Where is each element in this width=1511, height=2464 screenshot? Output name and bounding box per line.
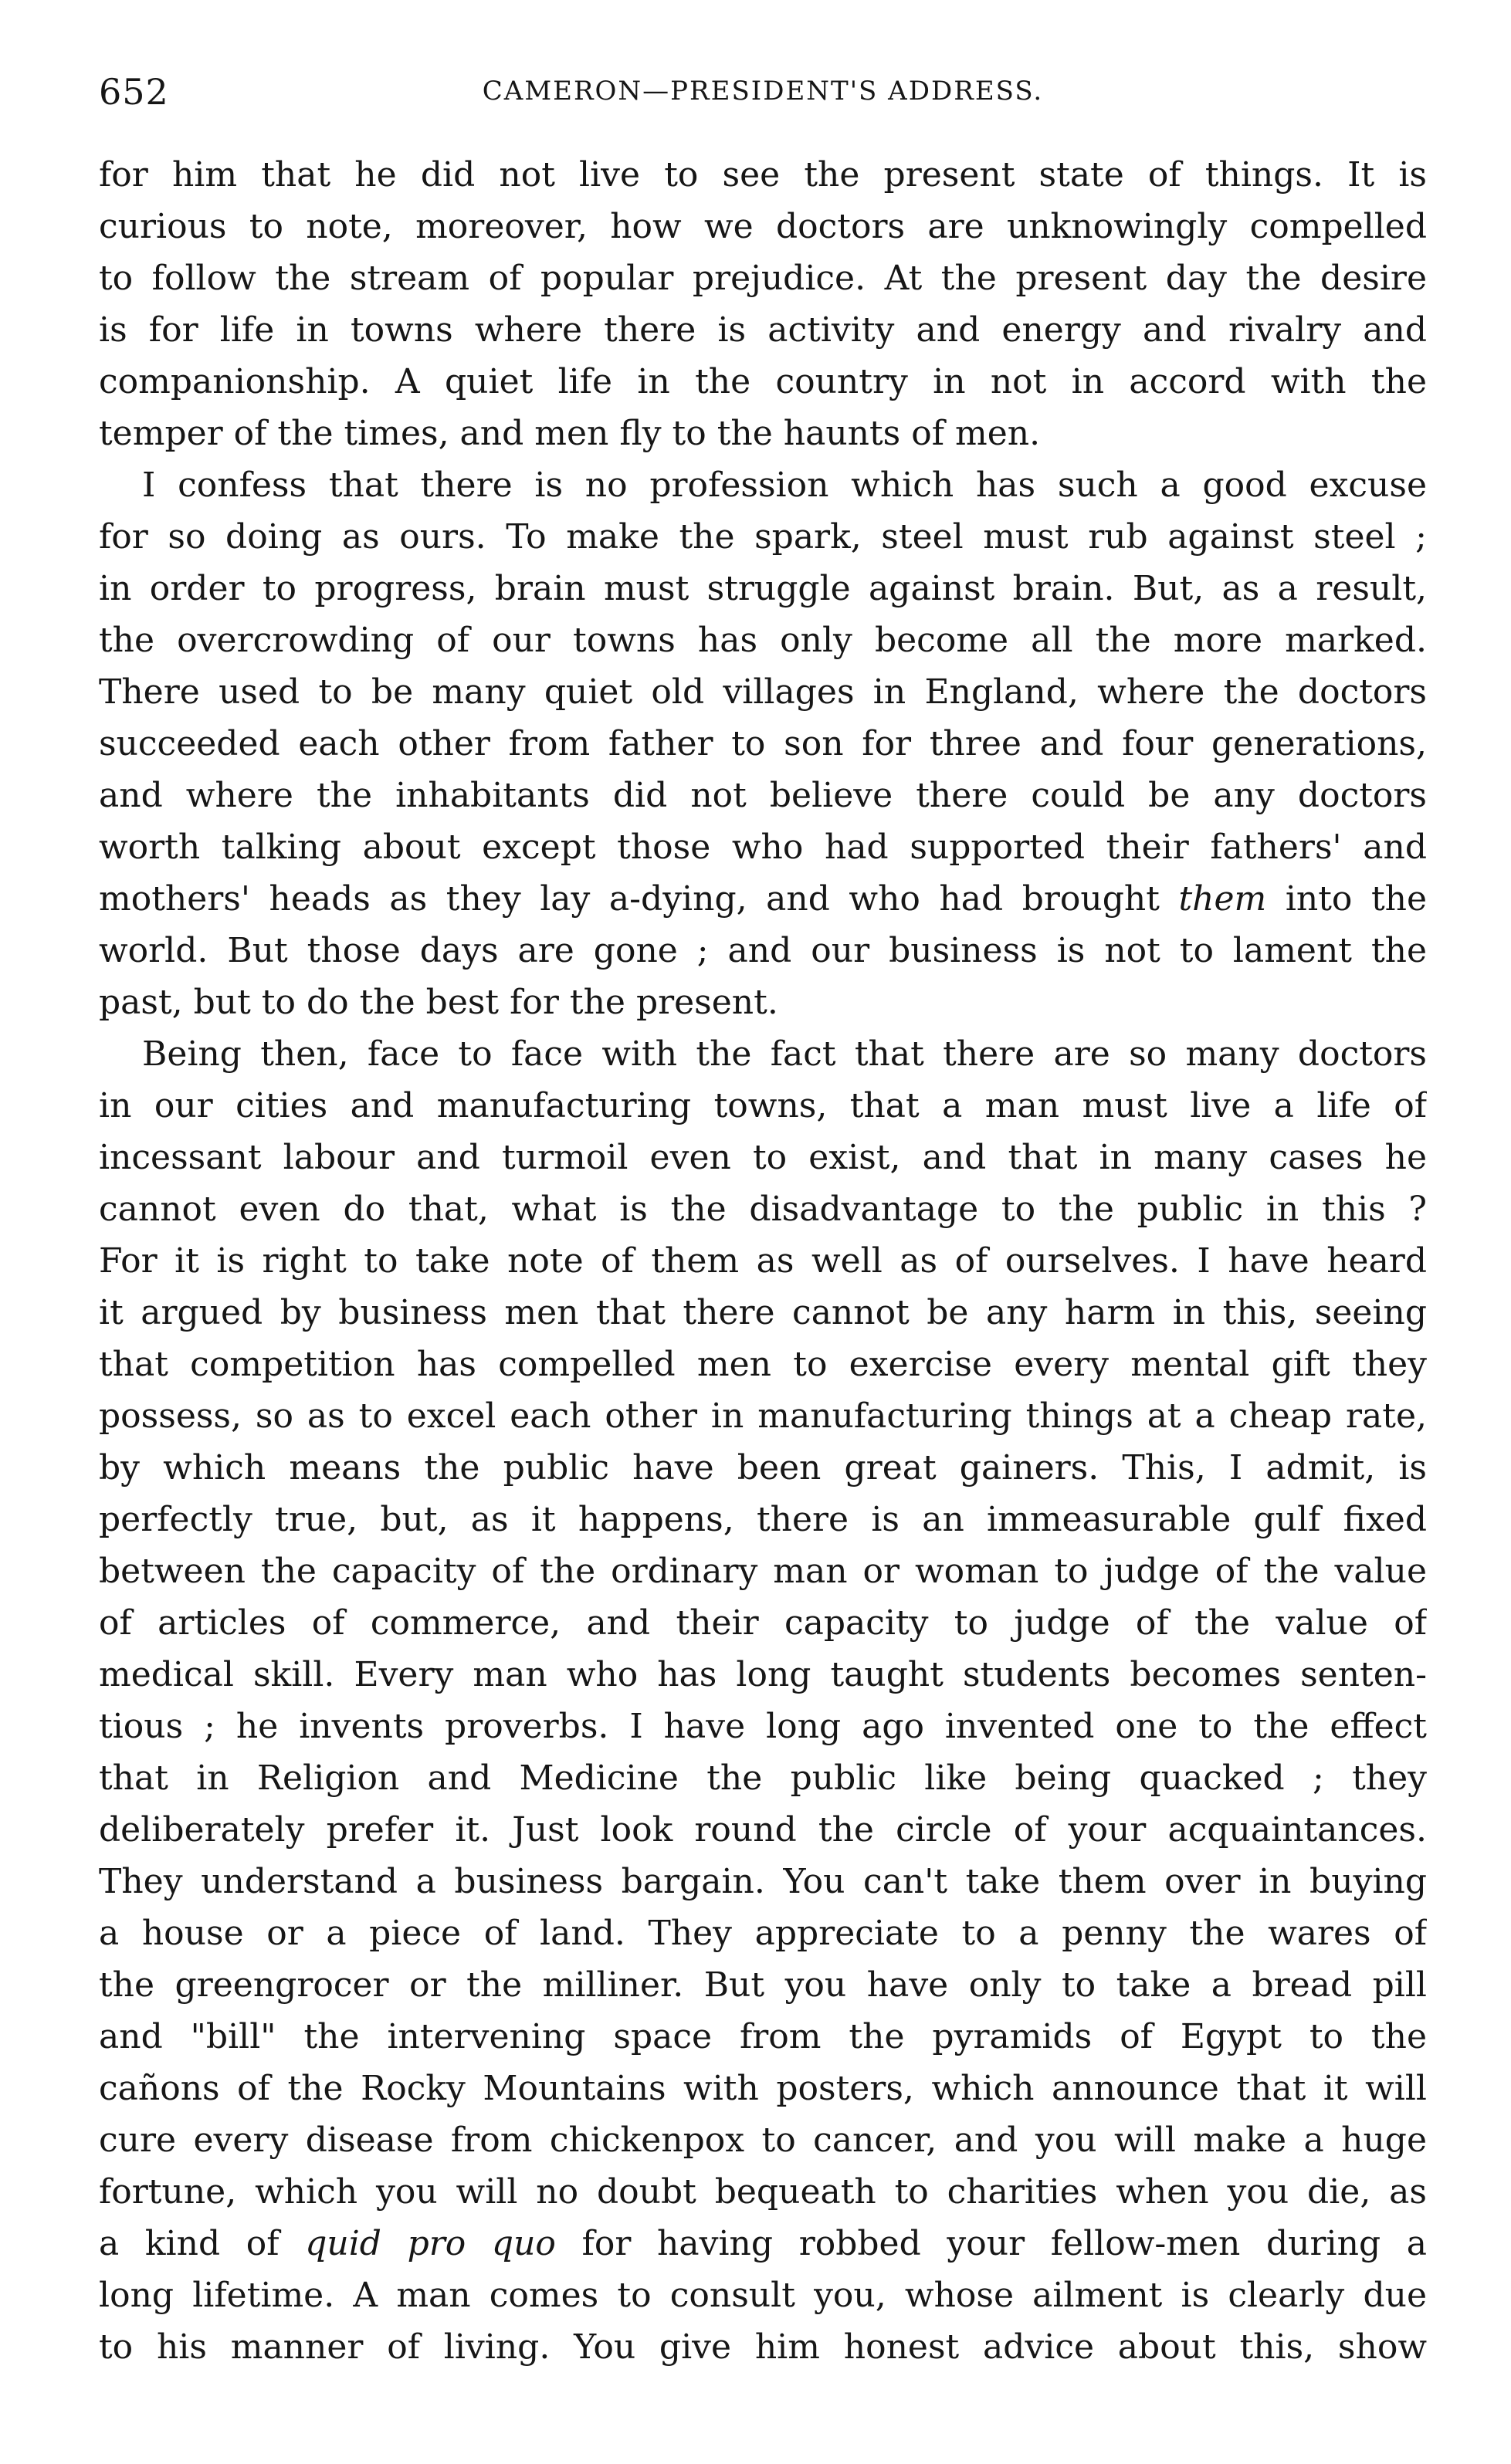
text-line: a house or a piece of land. They appreciate to a penny the wares of (99, 1914, 1427, 1953)
text-line (99, 2218, 1427, 2269)
text-line: it argued by business men that there cannot be any harm in this, seeing (99, 1293, 1427, 1332)
text-line: in our cities and manufacturing towns, that a man must live a life of (99, 1086, 1427, 1125)
text-line: temper of the times, and men fly to the haunts of men. (99, 414, 1041, 453)
body-text (99, 149, 1427, 2373)
text-line: long lifetime. A man comes to consult you, whose ailment is clearly due (99, 2276, 1427, 2315)
text-line: incessant labour and turmoil even to exist, and that in many cases he (99, 1138, 1427, 1177)
text-segment: into the (1266, 879, 1427, 919)
text-line: cañons of the Rocky Mountains with posters, which announce that it will (99, 2069, 1427, 2108)
text-line: for him that he did not live to see the present state of things. It is (99, 155, 1427, 195)
text-segment: mothers' heads as they lay a-dying, and who had brought (99, 879, 1179, 919)
italic-segment: quid pro quo (305, 2224, 556, 2263)
text-line: fortune, which you will no doubt bequeath to charities when you die, as (99, 2172, 1427, 2212)
text-line: and where the inhabitants did not believe there could be any doctors (99, 776, 1427, 815)
running-head: CAMERON—PRESIDENT'S ADDRESS. (482, 76, 1044, 107)
text-line: worth talking about except those who had supported their fathers' and (99, 828, 1427, 867)
text-line: between the capacity of the ordinary man or woman to judge of the value (99, 1552, 1427, 1591)
text-segment: a kind of (99, 2224, 306, 2263)
text-line: for so doing as ours. To make the spark, steel must rub against steel ; (99, 517, 1427, 557)
text-line: by which means the public have been great gainers. This, I admit, is (99, 1448, 1427, 1488)
text-line: the overcrowding of our towns has only become all the more marked. (99, 621, 1427, 660)
text-line (99, 873, 1427, 925)
text-line: I confess that there is no profession which has such a good excuse (142, 465, 1427, 505)
text-line: to follow the stream of popular prejudice. At the present day the desire (99, 259, 1427, 298)
text-line: tious ; he invents proverbs. I have long ago invented one to the effect (99, 1707, 1427, 1746)
text-line: that in Religion and Medicine the public like being quacked ; they (99, 1758, 1427, 1798)
italic-segment: them (1178, 879, 1267, 919)
text-line: deliberately prefer it. Just look round the circle of your acquaintances. (99, 1810, 1427, 1850)
text-line: of articles of commerce, and their capacity to judge of the value of (99, 1603, 1427, 1643)
text-line: medical skill. Every man who has long taught students becomes senten- (99, 1655, 1427, 1694)
text-line: perfectly true, but, as it happens, there is an immeasurable gulf fixed (99, 1500, 1427, 1539)
text-line: and "bill" the intervening space from the pyramids of Egypt to the (99, 2017, 1427, 2056)
text-line: past, but to do the best for the present. (99, 983, 778, 1022)
text-line: is for life in towns where there is activity and energy and rivalry and (99, 310, 1427, 350)
text-line: They understand a business bargain. You can't take them over in buying (99, 1862, 1427, 1901)
text-line: succeeded each other from father to son for three and four generations, (99, 724, 1427, 763)
page-number: 652 (99, 71, 169, 113)
text-line: the greengrocer or the milliner. But you have only to take a bread pill (99, 1965, 1427, 2005)
text-line: Being then, face to face with the fact that there are so many doctors (142, 1034, 1427, 1074)
page-header (99, 71, 1427, 117)
text-line: cure every disease from chickenpox to cancer, and you will make a huge (99, 2120, 1427, 2160)
text-line: cannot even do that, what is the disadvantage to the public in this ? (99, 1190, 1427, 1229)
text-line: companionship. A quiet life in the country in not in accord with the (99, 362, 1427, 401)
text-line: For it is right to take note of them as well as of ourselves. I have heard (99, 1241, 1427, 1281)
text-line: world. But those days are gone ; and our business is not to lament the (99, 931, 1427, 970)
text-line: that competition has compelled men to exercise every mental gift they (99, 1345, 1427, 1384)
text-line: possess, so as to excel each other in manufacturing things at a cheap rate, (99, 1396, 1427, 1436)
text-segment: for having robbed your fellow-men during a (555, 2224, 1427, 2263)
text-line: There used to be many quiet old villages in England, where the doctors (99, 672, 1427, 712)
text-line: curious to note, moreover, how we doctors are unknowingly compelled (99, 207, 1427, 246)
text-line: to his manner of living. You give him honest advice about this, show (99, 2327, 1427, 2367)
text-line: in order to progress, brain must struggle against brain. But, as a result, (99, 569, 1427, 608)
